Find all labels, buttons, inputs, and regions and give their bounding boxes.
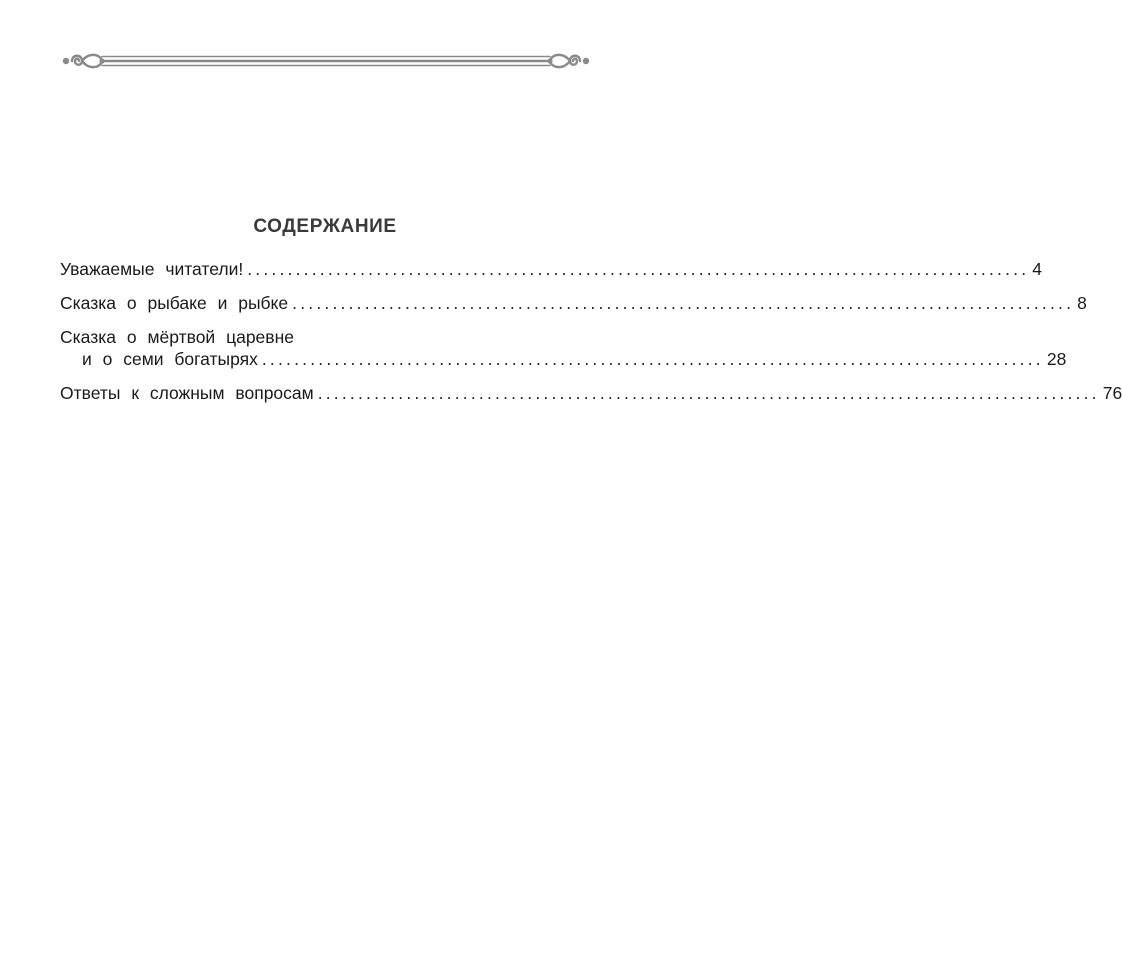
toc-entry-title: Сказка о мёртвой царевне: [60, 327, 294, 347]
toc-entry[interactable]: [60, 326, 1067, 370]
toc-page-number: 76: [1102, 383, 1122, 403]
table-of-contents: [60, 258, 1122, 416]
toc-entry[interactable]: [60, 292, 1087, 314]
toc-entry[interactable]: [60, 258, 1042, 280]
toc-entry-title: Сказка о рыбаке и рыбке: [60, 293, 289, 313]
page-title: СОДЕРЖАНИЕ: [253, 216, 397, 237]
toc-dot-leader: .................................................................................................: [261, 349, 1044, 369]
toc-dot-leader: .................................................................................................: [292, 293, 1075, 313]
toc-entry-title: Уважаемые читатели!: [60, 259, 244, 279]
toc-page-number: 28: [1046, 349, 1067, 369]
toc-page-number: 4: [1032, 259, 1042, 279]
toc-entry-title: Ответы к сложным вопросам: [60, 383, 314, 403]
decorative-header-ornament-icon: [58, 48, 594, 74]
toc-entry[interactable]: [60, 382, 1122, 404]
toc-dot-leader: .................................................................................................: [317, 383, 1100, 403]
toc-page-number: 8: [1077, 293, 1087, 313]
toc-entry-title-continuation: и о семи богатырях: [82, 349, 258, 369]
toc-dot-leader: .................................................................................................: [247, 259, 1030, 279]
